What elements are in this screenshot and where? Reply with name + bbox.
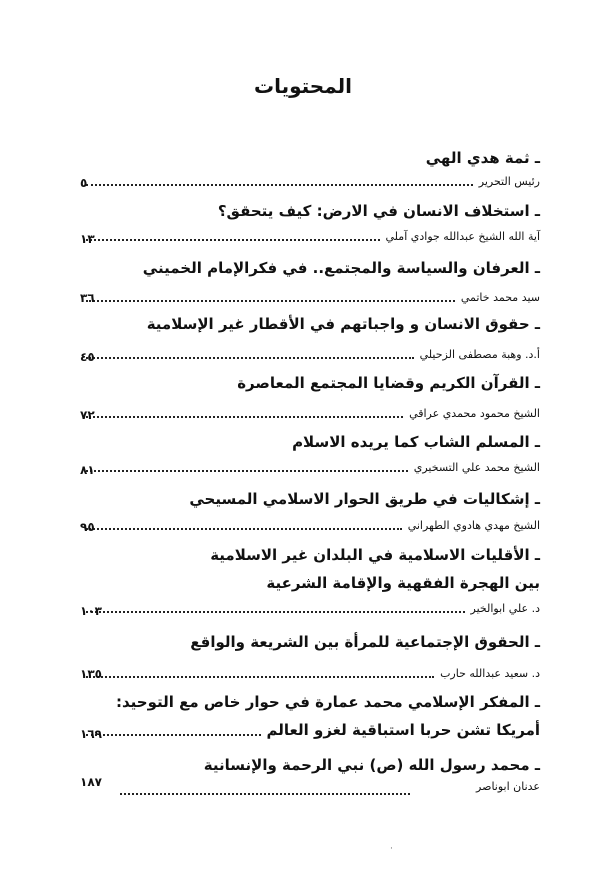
entry-page-number: ٥	[80, 176, 88, 190]
entry-byline	[80, 345, 540, 363]
entry-author: الشيخ مهدي هادوي الطهراني	[407, 519, 540, 532]
entry-author: الشيخ محمود محمدي عراقي	[409, 407, 540, 420]
entry-heading: ـ الأقليات الاسلامية في البلدان غير الاسلامية	[210, 546, 540, 564]
entry-heading: ـ ثمة هدي الهي	[425, 149, 540, 167]
entry-page-number: ٩٥	[80, 520, 95, 534]
entry-subheading: بين الهجرة الفقهية والإقامة الشرعية	[266, 574, 540, 592]
leader-dots	[120, 791, 410, 795]
entry-byline	[80, 288, 540, 306]
entry-heading: ـ المفكر الإسلامي محمد عمارة في حوار خاص مع التوحيد:	[115, 693, 540, 711]
entry-heading: ـ المسلم الشاب كما يريده الاسلام	[292, 433, 540, 451]
entry-heading: ـ العرفان والسياسة والمجتمع.. في فكرالإمام الخميني	[142, 259, 540, 277]
leader-dots	[86, 238, 380, 241]
entry-byline	[80, 404, 540, 422]
entry-page-number: ٣٦	[80, 291, 95, 305]
entry-author: سيد محمد خاتمي	[460, 291, 540, 304]
entry-author: د. سعيد عبدالله حارب	[440, 667, 540, 680]
entry-heading: ـ استخلاف الانسان في الارض: كيف يتحقق؟	[217, 202, 540, 220]
entry-byline	[80, 599, 540, 617]
entry-author: عدنان ابوناصر	[476, 780, 540, 793]
entry-byline	[80, 227, 540, 245]
entry-byline	[80, 664, 540, 682]
entry-page-number: ١٣	[80, 232, 95, 246]
entry-page-number: ٤٥	[80, 350, 95, 364]
leader-dots	[86, 469, 408, 472]
entry-page-number: ١٣٥	[80, 667, 102, 681]
leader-dots	[86, 675, 434, 678]
entry-byline	[420, 777, 540, 795]
entry-author: رئيس التحرير	[478, 175, 540, 188]
page-title: المحتويات	[253, 74, 352, 98]
leader-dots	[86, 527, 402, 530]
entry-author: آية الله الشيخ عبدالله جوادي آملي	[385, 230, 540, 243]
entry-byline	[80, 458, 540, 476]
entry-heading: ـ محمد رسول الله (ص) نبي الرحمة والإنسانية	[203, 756, 540, 774]
entry-heading: ـ حقوق الانسان و واجباتهم في الأقطار غير الإسلامية	[146, 315, 540, 333]
entry-author: الشيخ محمد علي التسخيري	[413, 461, 540, 474]
entry-page-number: ١٠٣	[80, 604, 102, 618]
entry-byline	[80, 172, 540, 190]
entry-heading: ـ الحقوق الإجتماعية للمرأة بين الشريعة والواقع	[190, 633, 540, 651]
entry-author: د. علي ابوالخير	[470, 602, 540, 615]
leader-dots	[86, 610, 465, 613]
scan-speck: ·	[390, 844, 393, 854]
entry-byline	[80, 722, 540, 740]
entry-page-number: ٨١	[80, 463, 95, 477]
leader-dots	[86, 183, 473, 186]
entry-author: أ.د. وهبة مصطفى الزحيلي	[419, 348, 540, 361]
entry-byline	[80, 516, 540, 534]
entry-page-number: ١٦٩	[80, 727, 102, 741]
entry-subheading: أمريكا تشن حربا استباقية لغزو العالم	[266, 721, 540, 739]
leader-dots	[86, 356, 414, 359]
entry-page-number: ١٨٧	[80, 775, 102, 789]
entry-heading: ـ إشكاليات في طريق الحوار الاسلامي المسيحي	[189, 490, 540, 508]
leader-dots	[86, 415, 403, 418]
leader-dots	[86, 299, 455, 302]
entry-page-number: ٧٢	[80, 408, 95, 422]
entry-heading: ـ القرآن الكريم وقضايا المجتمع المعاصرة	[237, 374, 540, 392]
